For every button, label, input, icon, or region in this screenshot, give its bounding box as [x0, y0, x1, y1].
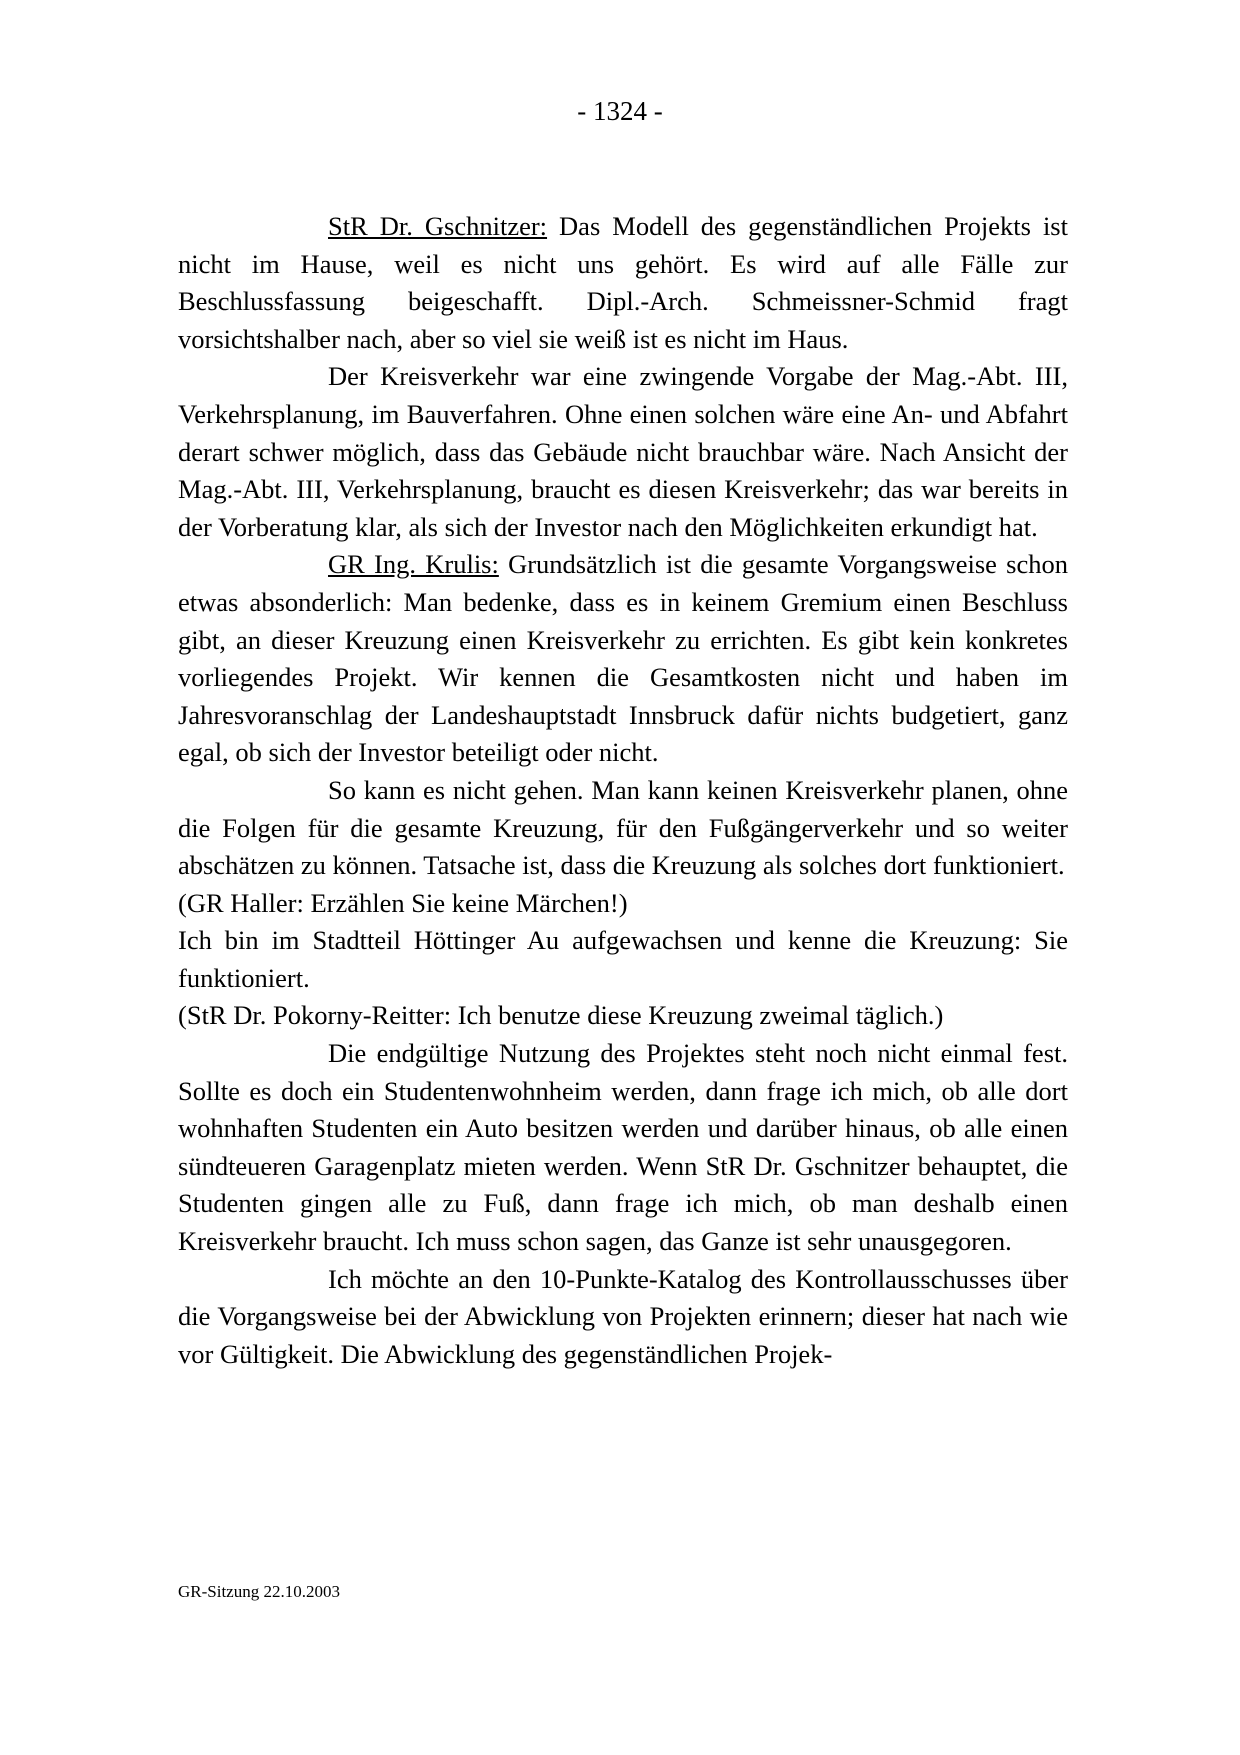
footer-session-date: GR-Sitzung 22.10.2003	[178, 1582, 340, 1601]
speaker-name: StR Dr. Gschnitzer:	[328, 211, 548, 241]
paragraph-katalog: Ich möchte an den 10-Punkte-Katalog des Kontrollausschusses über die Vorgangsweise bei der Abwicklung von Projekten erinnern; dieser hat nach wie vor Gültigkeit. Die Abwicklung des gegenständlichen Projek-	[178, 1263, 1068, 1369]
protocol-text	[178, 208, 1068, 1373]
paragraph-hoettinger-au: Ich bin im Stadtteil Höttinger Au aufgewachsen und kenne die Kreuzung: Sie funktioniert.	[178, 925, 1068, 993]
paragraph-krulis	[178, 546, 1068, 772]
speaker-name: GR Ing. Krulis:	[328, 549, 499, 580]
paragraph-text: Das Modell des gegenständlichen Projekts ist nicht im Hause, weil es nicht uns gehört. Es wird auf alle Fälle zur Beschlussfassung beigeschafft. Dipl.-Arch. Schmeissner-Schmid fragt vorsichtshalber nach, aber so viel sie weiß ist es nicht im Haus.	[178, 211, 1068, 354]
paragraph-kreisverkehr: Der Kreisverkehr war eine zwingende Vorgabe der Mag.-Abt. III, Verkehrsplanung, im Bauverfahren. Ohne einen solchen wäre eine An- und Abfahrt derart schwer möglich, dass das Gebäude nicht brauchbar wäre. Nach Ansicht der Mag.-Abt. III, Verkehrsplanung, braucht es diesen Kreisverkehr; das war bereits in der Vorberatung klar, als sich der Investor nach den Möglichkeiten erkundigt hat.	[178, 361, 1068, 542]
interjection-pokorny-reitter: (StR Dr. Pokorny-Reitter: Ich benutze diese Kreuzung zweimal täglich.)	[178, 1000, 944, 1031]
paragraph-so-kann-es: So kann es nicht gehen. Man kann keinen Kreisverkehr planen, ohne die Folgen für die gesamte Kreuzung, für den Fußgängerverkehr und so weiter abschätzen zu können. Tatsache ist, dass die Kreuzung als solches dort funktioniert.	[178, 774, 1068, 881]
paragraph-gschnitzer	[178, 208, 1068, 358]
interjection-haller: (GR Haller: Erzählen Sie keine Märchen!)	[178, 887, 628, 918]
paragraph-nutzung: Die endgültige Nutzung des Projektes steht noch nicht einmal fest. Sollte es doch ein Studentenwohnheim werden, dann frage ich mich, ob alle dort wohnhaften Studenten ein Auto besitzen werden und darüber hinaus, ob alle einen sündteueren Garagenplatz mieten werden. Wenn StR Dr. Gschnitzer behauptet, die Studenten gingen alle zu Fuß, dann frage ich mich, ob man deshalb einen Kreisverkehr braucht. Ich muss schon sagen, das Ganze ist sehr unausgegoren.	[178, 1038, 1068, 1257]
paragraph-text: Grundsätzlich ist die gesamte Vorgangsweise schon etwas absonderlich: Man bedenke, dass es in keinem Gremium einen Beschluss gibt, an dieser Kreuzung einen Kreisverkehr zu errichten. Es gibt kein konkretes vorliegendes Projekt. Wir kennen die Gesamtkosten nicht und haben im Jahresvoranschlag der Landeshauptstadt Innsbruck dafür nichts budgetiert, ganz egal, ob sich der Investor beteiligt oder nicht.	[178, 549, 1068, 768]
page-number: - 1324 -	[577, 96, 663, 126]
